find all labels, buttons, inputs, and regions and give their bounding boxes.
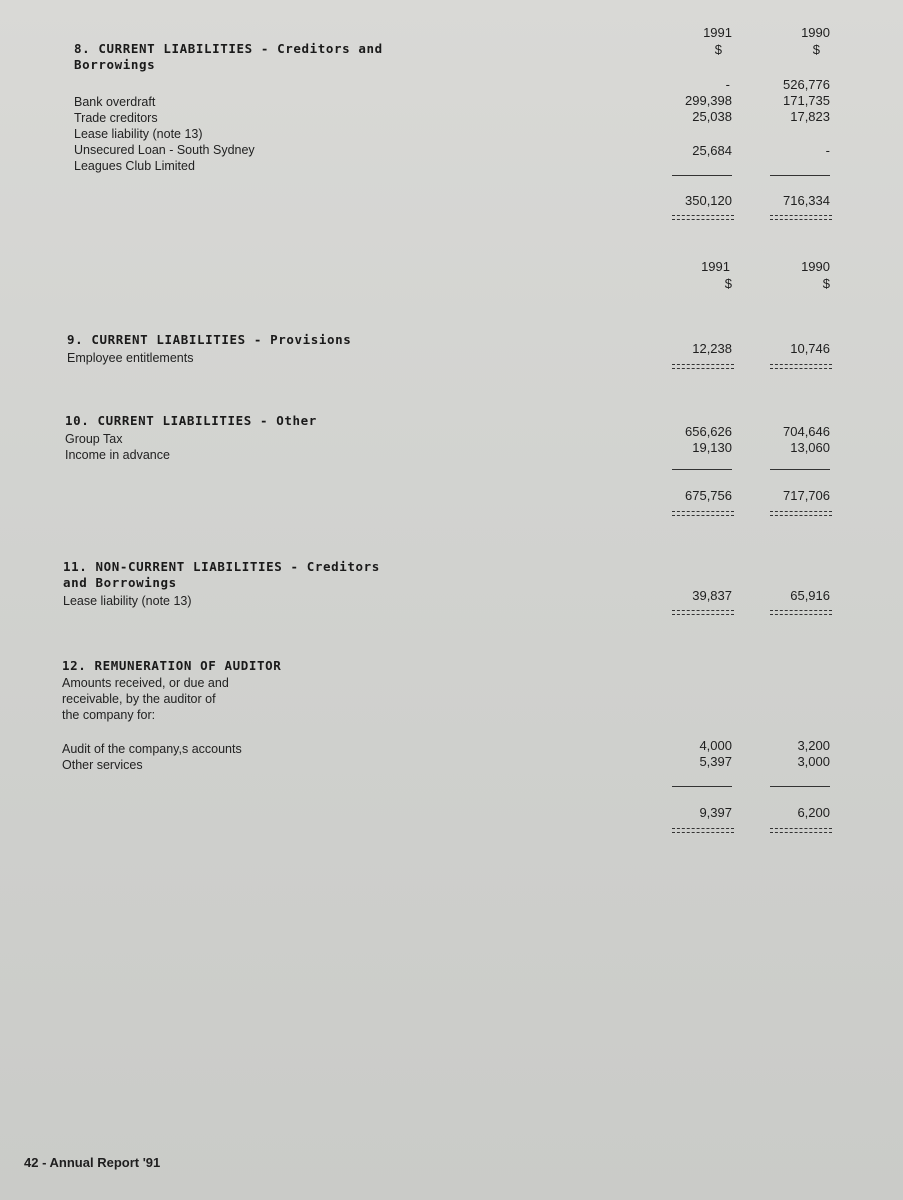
value: - [725, 77, 730, 92]
total-double-rule [770, 610, 832, 615]
value: 13,060 [790, 440, 830, 455]
note-10-total-1991: 675,756 [685, 488, 732, 503]
total-double-rule [672, 215, 734, 220]
row-label: Income in advance [65, 448, 170, 462]
note-11-value-1991: 39,837 [692, 588, 732, 603]
subtotal-rule [770, 786, 830, 787]
note-12-labels [62, 741, 242, 773]
note-8-values-1990 [670, 77, 830, 125]
note-10-values-1990 [670, 424, 830, 456]
note-12-total-1990: 6,200 [797, 805, 830, 820]
value: 4,000 [699, 738, 732, 753]
note-12-values-1990 [670, 738, 830, 770]
currency-label: $ [822, 276, 830, 291]
note-10-total-1990: 717,706 [783, 488, 830, 503]
total-double-rule [672, 610, 734, 615]
note-11-title: 11. NON-CURRENT LIABILITIES - Creditors and Borrowings [63, 559, 380, 590]
note-11-label: Lease liability (note 13) [63, 594, 192, 608]
note-8-total-1990: 716,334 [783, 193, 830, 208]
year-label: 1991 [701, 259, 730, 274]
row-label: Trade creditors [74, 111, 158, 125]
row-label: Unsecured Loan - South Sydney [74, 143, 255, 157]
year-label: 1990 [801, 25, 830, 40]
subtotal-rule [770, 469, 830, 470]
note-9-value-1991: 12,238 [692, 341, 732, 356]
value: 3,200 [797, 738, 830, 753]
note-10-labels [65, 431, 170, 463]
row-label: Bank overdraft [74, 95, 156, 109]
row-label: Other services [62, 758, 143, 772]
currency-label: $ [714, 42, 722, 57]
note-10-title: 10. CURRENT LIABILITIES - Other [65, 413, 317, 428]
note-9-value-1990: 10,746 [790, 341, 830, 356]
value: 3,000 [797, 754, 830, 769]
total-double-rule [770, 364, 832, 369]
note-8-title: 8. CURRENT LIABILITIES - Creditors and Borrowings [74, 41, 383, 72]
value: 5,397 [699, 754, 732, 769]
value: 19,130 [692, 440, 732, 455]
note-12-description: Amounts received, or due and receivable, by the auditor of the company for: [62, 676, 229, 722]
value: 25,038 [692, 109, 732, 124]
total-double-rule [672, 511, 734, 516]
note-12-title: 12. REMUNERATION OF AUDITOR [62, 658, 282, 673]
note-9-label: Employee entitlements [67, 351, 194, 365]
note-8-loan-1991: 25,684 [692, 143, 732, 158]
row-label: Lease liability (note 13) [74, 127, 203, 141]
value: 526,776 [783, 77, 830, 92]
value: 171,735 [783, 93, 830, 108]
year-label: 1991 [703, 25, 732, 40]
value: 17,823 [790, 109, 830, 124]
header-1990 [670, 24, 830, 58]
currency-label: $ [812, 42, 820, 57]
subtotal-rule [672, 469, 732, 470]
note-8-total-1991: 350,120 [685, 193, 732, 208]
total-double-rule [770, 511, 832, 516]
row-label: Group Tax [65, 432, 123, 446]
subtotal-rule [770, 175, 830, 176]
note-9-title: 9. CURRENT LIABILITIES - Provisions [67, 332, 352, 347]
note-12-total-1991: 9,397 [699, 805, 732, 820]
value: 704,646 [783, 424, 830, 439]
note-11-value-1990: 65,916 [790, 588, 830, 603]
note-8-labels [74, 94, 255, 174]
total-double-rule [770, 215, 832, 220]
total-double-rule [770, 828, 832, 833]
header-1990 [670, 258, 830, 292]
subtotal-rule [672, 175, 732, 176]
value: 299,398 [685, 93, 732, 108]
total-double-rule [672, 828, 734, 833]
year-label: 1990 [801, 259, 830, 274]
total-double-rule [672, 364, 734, 369]
row-label: Audit of the company,s accounts [62, 742, 242, 756]
page-footer: 42 - Annual Report '91 [24, 1155, 161, 1170]
currency-label: $ [724, 276, 732, 291]
value: 656,626 [685, 424, 732, 439]
row-label: Leagues Club Limited [74, 159, 195, 173]
subtotal-rule [672, 786, 732, 787]
note-8-loan-1990: - [825, 143, 830, 158]
